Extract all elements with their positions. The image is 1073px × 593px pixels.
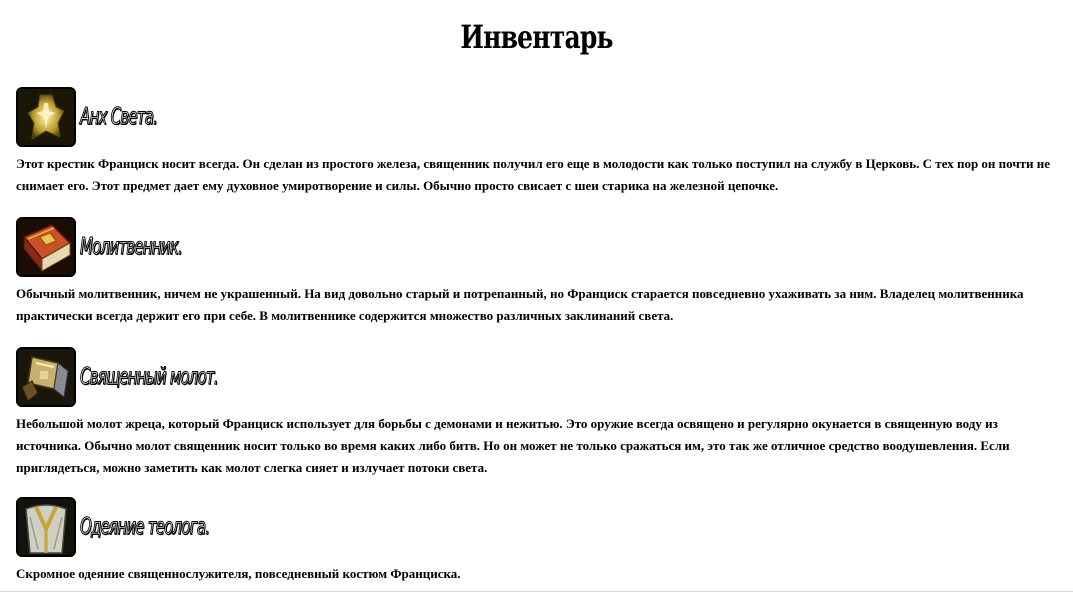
item-description: Небольшой молот жреца, который Франциск использует для борьбы с демонами и нежитью. Это оружие всегда освящено и регулярно окунается в священную воду из источника. Обычно молот священник носит только во время каких либо битв. Но он может не только сражаться им, это так же отличное средство воодушевления. Если приглядеться, можно заметить как молот слегка сияет и излучает потоки света. bbox=[16, 416, 1010, 475]
inventory-item bbox=[16, 215, 1061, 327]
item-description: Обычный молитвенник, ничем не украшенный. На вид довольно старый и потрепанный, но Франциск старается повседневно ухаживать за ним. Владелец молитвенника практически всегда держит его при себе. В молитвеннике содержится множество различных заклинаний света. bbox=[16, 286, 1024, 323]
inventory-item bbox=[16, 85, 1061, 197]
item-header bbox=[16, 345, 1061, 409]
hammer-icon bbox=[16, 347, 76, 407]
item-title: Молитвенник. bbox=[80, 234, 183, 260]
page-title: Инвентарь bbox=[460, 18, 613, 56]
inventory-item bbox=[16, 345, 1061, 479]
item-title: Священный молот. bbox=[80, 364, 218, 390]
item-header bbox=[16, 495, 1061, 559]
item-description: Этот крестик Франциск носит всегда. Он сделан из простого железа, священник получил его еще в молодости как только поступил на службу в Церковь. С тех пор он почти не снимает его. Этот предмет дает ему духовное умиротворение и силы. Обычно просто свисает с шеи старика на железной цепочке. bbox=[16, 156, 1051, 193]
item-description: Скромное одеяние священнослужителя, повседневный костюм Франциска. bbox=[16, 566, 461, 581]
item-title: Анх Света. bbox=[80, 104, 158, 130]
item-header bbox=[16, 85, 1061, 149]
inventory-item bbox=[16, 495, 1061, 585]
bottom-divider bbox=[0, 591, 1073, 592]
item-title: Одеяние теолога. bbox=[80, 514, 210, 540]
item-header bbox=[16, 215, 1061, 279]
book-icon bbox=[16, 217, 76, 277]
robe-icon bbox=[16, 497, 76, 557]
amulet-icon bbox=[16, 87, 76, 147]
